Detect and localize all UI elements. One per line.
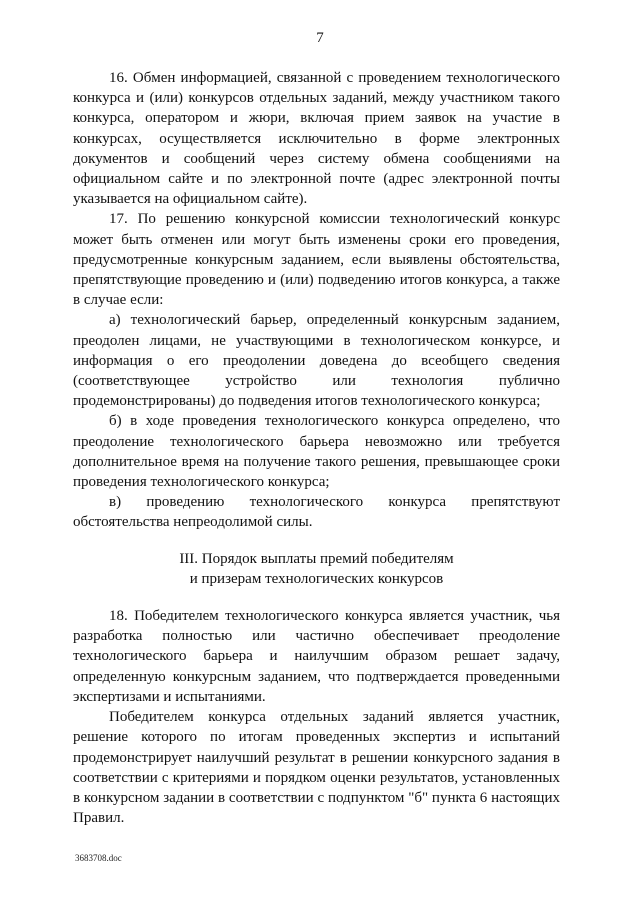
section-heading-line-1: III. Порядок выплаты премий победителям — [179, 550, 454, 567]
page-number: 7 — [316, 30, 324, 46]
document-body — [73, 68, 560, 828]
document-code: 3683708.doc — [75, 853, 122, 863]
paragraph-16: 16. Обмен информацией, связанной с проведением технологического конкурса и (или) конкурсов отдельных заданий, между участником такого конкурса, оператором и жюри, включая прием заявок на участие в конкурсах, осуществляется исключительно в форме электронных документов и сообщений через систему обмена сообщениями на официальном сайте и по электронной почте (адрес электронной почты указывается на официальном сайте). — [73, 70, 560, 208]
paragraph-17-item-c: в) проведению технологического конкурса препятствуют обстоятельства непреодолимой силы. — [73, 494, 560, 531]
section-heading — [73, 549, 560, 589]
paragraph-17-item-a: а) технологический барьер, определенный конкурсным заданием, преодолен лицами, не участвующими в технологическом конкурсе, и информация о его преодолении доведена до всеобщего сведения (соответствующее устройство или технология публично продемонстрированы) до подведения итогов технологического конкурса; — [73, 312, 560, 410]
paragraph-17: 17. По решению конкурсной комиссии технологический конкурс может быть отменен или могут быть изменены сроки его проведения, предусмотренные конкурсным заданием, если выявлены обстоятельства, препятствующие проведению и (или) подведению итогов конкурса, а также в случае если: — [73, 211, 560, 309]
paragraph-17-item-b: б) в ходе проведения технологического конкурса определено, что преодоление технологического барьера невозможно или требуется дополнительное время на получение такого решения, превышающее сроки проведения технологического конкурса; — [73, 413, 560, 491]
section-heading-line-2: и призерам технологических конкурсов — [189, 570, 444, 587]
paragraph-18-continuation: Победителем конкурса отдельных заданий является участник, решение которого по итогам проведенных экспертиз и испытаний продемонстрирует наилучший результат в решении конкурсного задания в соответствии с критериями и порядком оценки результатов, установленных в конкурсном задании в соответствии с подпунктом "б" пункта 6 настоящих Правил. — [73, 709, 560, 827]
paragraph-18: 18. Победителем технологического конкурса является участник, чья разработка полностью или частично обеспечивает преодоление технологического барьера и наилучшим образом решает задачу, определенную конкурсным заданием, что подтверждается проведенными экспертизами и испытаниями. — [73, 608, 560, 705]
